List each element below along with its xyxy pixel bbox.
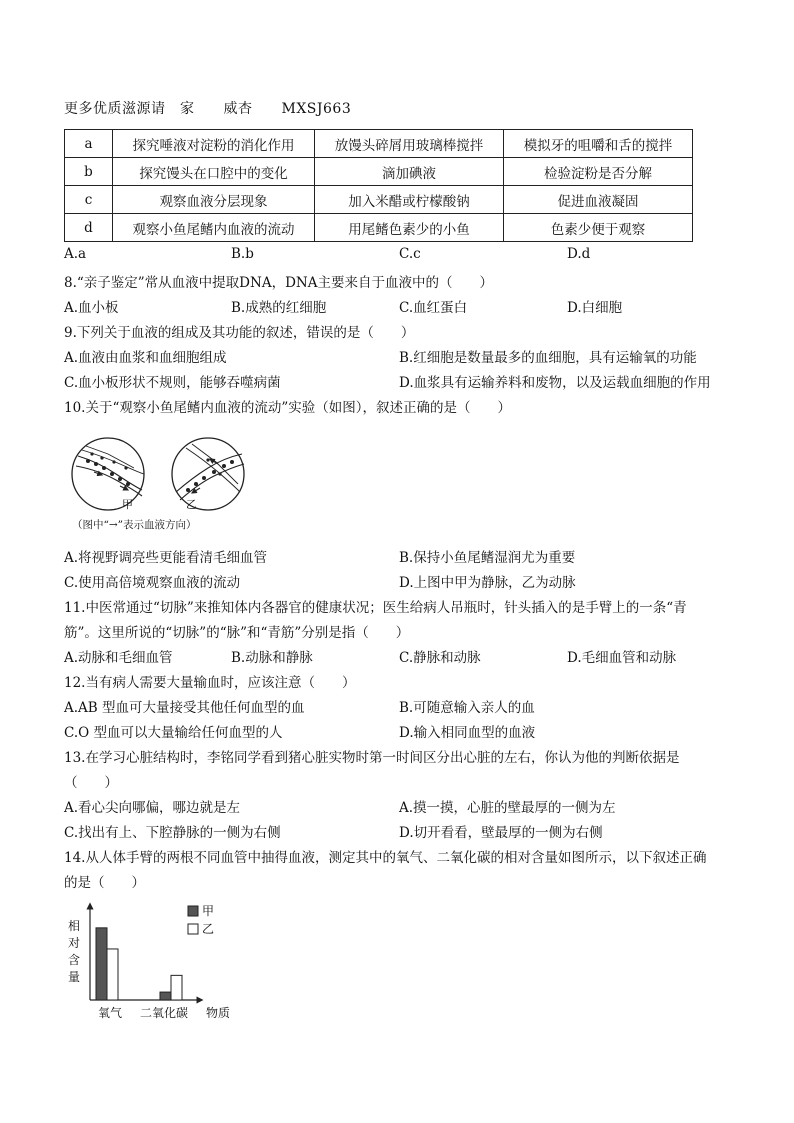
q14-bar-chart [60,900,260,1028]
table-cell: 探究唾液对淀粉的消化作用 [113,130,315,158]
legend-swatch [188,906,198,916]
q9-stem: 9.下列关于血液的组成及其功能的叙述，错误的是（ ） [64,325,415,341]
q10-option-b: B.保持小鱼尾鳍湿润尤为重要 [399,550,576,566]
table-cell: 用尾鳍色素少的小鱼 [315,214,504,242]
q8-option-a: A.血小板 [64,300,119,316]
experiment-table [64,129,693,242]
q7-option-a: A.a [64,246,87,262]
figure-label-right: 乙 [186,498,197,511]
table-cell: 放馒头碎屑用玻璃棒搅拌 [315,130,504,158]
table-row [65,130,693,158]
table-row [65,186,693,214]
q8-option-c: C.血红蛋白 [399,300,468,316]
q9-option-b: B.红细胞是数量最多的血细胞，具有运输氧的功能 [399,350,697,366]
q13-stem-line1: 13.在学习心脏结构时，李铭同学看到猪心脏实物时第一时间区分出心脏的左右，你认为他的判断依据是 [64,750,680,766]
q11-stem-line1: 11.中医常通过“切脉”来推知体内各器官的健康状况；医生给病人吊瓶时，针头插入的是手臂上的一条“青 [64,600,687,616]
table-cell: 检验淀粉是否分解 [504,158,693,186]
legend-swatch [188,924,198,934]
bar-jia-co2 [160,992,171,1000]
legend-label: 甲 [202,904,215,918]
q11-option-a: A.动脉和毛细血管 [64,650,173,666]
q11-option-b: B.动脉和静脉 [231,650,313,666]
q13-stem-line2: （ ） [64,775,118,791]
q8-option-d: D.白细胞 [567,300,623,316]
q12-option-c: C.O 型血可以大量输给任何血型的人 [64,725,283,741]
q11-option-c: C.静脉和动脉 [399,650,481,666]
y-axis-label-char: 对 [68,936,81,950]
vessel-figure-right [172,438,244,511]
table-cell: 探究馒头在口腔中的变化 [113,158,315,186]
bar-yi-oxygen [107,949,118,1000]
q13-option-d: D.切开看看，壁最厚的一侧为右侧 [399,825,603,841]
table-row [65,158,693,186]
q12-option-b: B.可随意输入亲人的血 [399,700,535,716]
table-cell: c [65,186,113,214]
q7-option-d: D.d [567,246,591,262]
q7-option-b: B.b [231,246,254,262]
bar-yi-co2 [171,975,182,1000]
q8-option-b: B.成熟的红细胞 [231,300,327,316]
x-tick-label-oxygen: 氧气 [98,1006,123,1020]
q14-stem-line2: 的是（ ） [64,875,145,891]
q10-option-c: C.使用高倍境观察血液的流动 [64,575,241,591]
table-cell: a [65,130,113,158]
q12-option-d: D.输入相同血型的血液 [399,725,536,741]
x-axis-label: 物质 [206,1006,231,1020]
table-cell: 加入米醋或柠檬酸钠 [315,186,504,214]
table-cell: d [65,214,113,242]
q10-option-d: D.上图中甲为静脉，乙为动脉 [399,575,576,591]
q10-figure [68,434,256,534]
q10-option-a: A.将视野调亮些更能看清毛细血管 [64,550,268,566]
q13-option-a: A.看心尖向哪偏，哪边就是左 [64,800,241,816]
table-cell: 观察血液分层现象 [113,186,315,214]
table-cell: b [65,158,113,186]
q11-stem-line2: 筋”。这里所说的“切脉”的“脉”和“青筋”分别是指（ ） [64,625,410,641]
q12-option-a: A.AB 型血可大量接受其他任何血型的血 [64,700,305,716]
vessel-figure-left [72,438,144,511]
q7-option-c: C.c [399,246,421,262]
q10-stem: 10.关于“观察小鱼尾鳍内血液的流动”实验（如图），叙述正确的是（ ） [64,400,512,416]
q9-option-d: D.血浆具有运输养料和废物，以及运载血细胞的作用 [399,375,711,391]
table-cell: 观察小鱼尾鳍内血液的流动 [113,214,315,242]
figure-caption: （图中“→”表示血液方向） [72,519,197,531]
q9-option-a: A.血液由血浆和血细胞组成 [64,350,227,366]
q8-stem: 8.“亲子鉴定”常从血液中提取DNA，DNA主要来自于血液中的（ ） [64,275,493,291]
header-line: 更多优质滋源请 家 威杏 MXSJ663 [64,101,352,117]
q13-option-b: A.摸一摸，心脏的壁最厚的一侧为左 [399,800,616,816]
table-cell: 模拟牙的咀嚼和舌的搅拌 [504,130,693,158]
figure-label-left: 甲 [122,498,133,511]
table-cell: 色素少便于观察 [504,214,693,242]
q14-stem-line1: 14.从人体手臂的两根不同血管中抽得血液，测定其中的氧气、二氧化碳的相对含量如图所示，以下叙述正确 [64,850,707,866]
q12-stem: 12.当有病人需要大量输血时，应该注意（ ） [64,675,356,691]
table-cell: 促进血液凝固 [504,186,693,214]
legend-label: 乙 [202,922,215,936]
y-axis-label-char: 量 [68,970,81,984]
table-cell: 滴加碘液 [315,158,504,186]
x-tick-label-co2: 二氧化碳 [140,1006,189,1020]
q11-option-d: D.毛细血管和动脉 [567,650,677,666]
y-axis-label-char: 相 [68,919,81,933]
bar-jia-oxygen [96,928,107,1000]
y-axis-label-char: 含 [68,953,81,967]
q13-option-c: C.找出有上、下腔静脉的一侧为右侧 [64,825,281,841]
y-axis-label [68,918,80,984]
table-row [65,214,693,242]
q9-option-c: C.血小板形状不规则，能够吞噬病菌 [64,375,281,391]
